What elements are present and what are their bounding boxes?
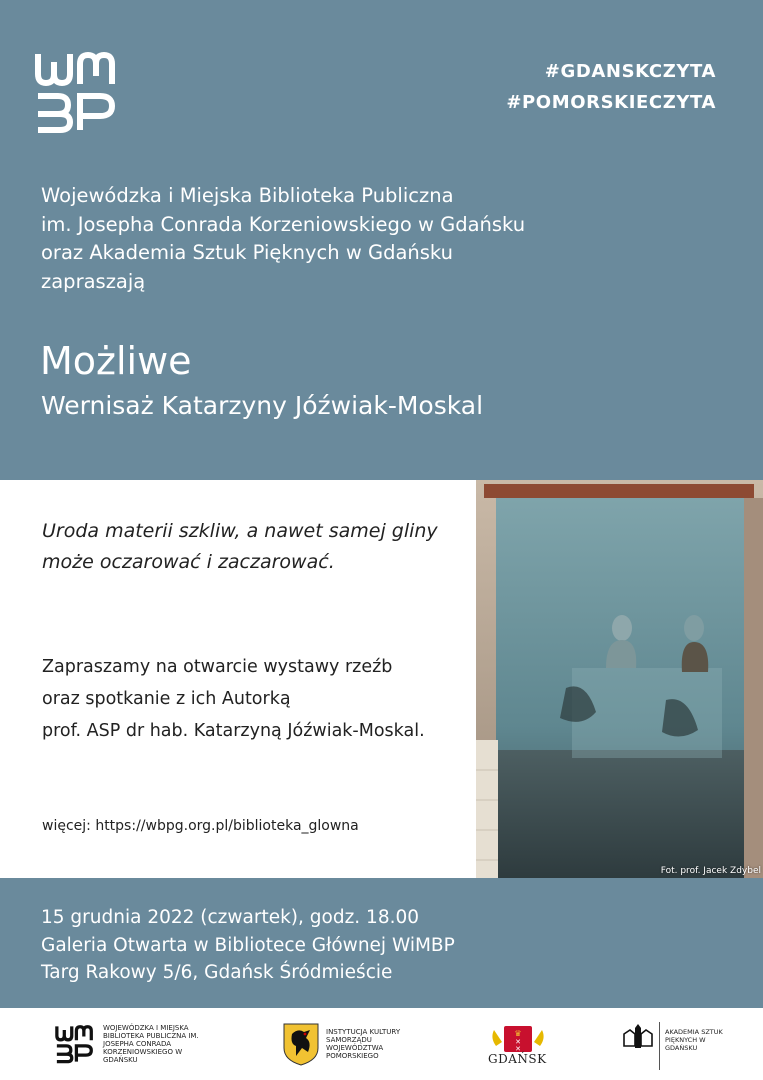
event-date: 15 grudnia 2022 (czwartek), godz. 18.00 [41,907,420,928]
event-subtitle: Wernisaż Katarzyny Jóźwiak-Moskal [41,391,484,420]
intro-line: Wojewódzka i Miejska Biblioteka Publiczna [41,184,454,207]
photo-credit: Fot. prof. Jacek Zdybel [660,866,761,876]
event-details [41,904,455,987]
footer-gdansk-logo [486,1022,550,1066]
event-title: Możliwe [40,339,192,383]
quote-line: może oczarować i zaczarować. [42,551,335,573]
wimbp-small-icon [55,1024,95,1064]
svg-text:♛: ♛ [514,1029,522,1038]
gdansk-wordmark: GDAŃSK [488,1052,547,1066]
intro-line: oraz Akademia Sztuk Pięknych w Gdańsku [41,241,453,264]
organizers-intro [41,182,601,296]
exhibition-photo [476,480,763,878]
invite-line: prof. ASP dr hab. Katarzyną Jóźwiak-Moskal. [42,721,425,741]
intro-line: zapraszają [41,269,146,293]
hashtag-gdansk: #GDANSKCZYTA [544,61,716,82]
event-venue: Galeria Otwarta w Bibliotece Głównej WiMBP [41,934,455,956]
footer-pomorskie-logo [282,1022,401,1070]
wimbp-name: WOJEWÓDZKA I MIEJSKA BIBLIOTEKA PUBLICZNA IM. JOSEPHA CONRADA KORZENIOWSKIEGO W GDAŃSKU [103,1024,199,1064]
griffin-crest-icon [282,1022,320,1066]
footer-asp-logo [621,1020,723,1058]
svg-text:✕: ✕ [515,1045,521,1053]
asp-name: AKADEMIA SZTUK PIĘKNYCH W GDAŃSKU [665,1028,723,1052]
gdansk-crest-icon [486,1022,550,1054]
invitation-text [42,651,472,747]
asp-emblem-icon [621,1020,655,1054]
quote-line: Uroda materii szkliw, a nawet samej gliny [42,520,438,542]
more-info-link[interactable]: więcej: https://wbpg.org.pl/biblioteka_glowna [42,818,359,834]
pomorskie-name: INSTYTUCJA KULTURY SAMORZĄDU WOJEWÓDZTWA POMORSKIEGO [326,1028,401,1060]
intro-line: im. Josepha Conrada Korzeniowskiego w Gdańsku [41,212,526,236]
svg-text:✕: ✕ [515,1038,521,1046]
invite-line: oraz spotkanie z ich Autorką [42,689,291,709]
hashtag-pomorskie: #POMORSKIECZYTA [506,92,716,113]
hashtags [506,56,716,118]
asp-divider [659,1022,660,1070]
wimbp-logo [34,50,120,134]
invite-line: Zapraszamy na otwarcie wystawy rzeźb [42,657,393,677]
quote [42,516,462,578]
event-address: Targ Rakowy 5/6, Gdańsk Śródmieście [41,962,393,983]
